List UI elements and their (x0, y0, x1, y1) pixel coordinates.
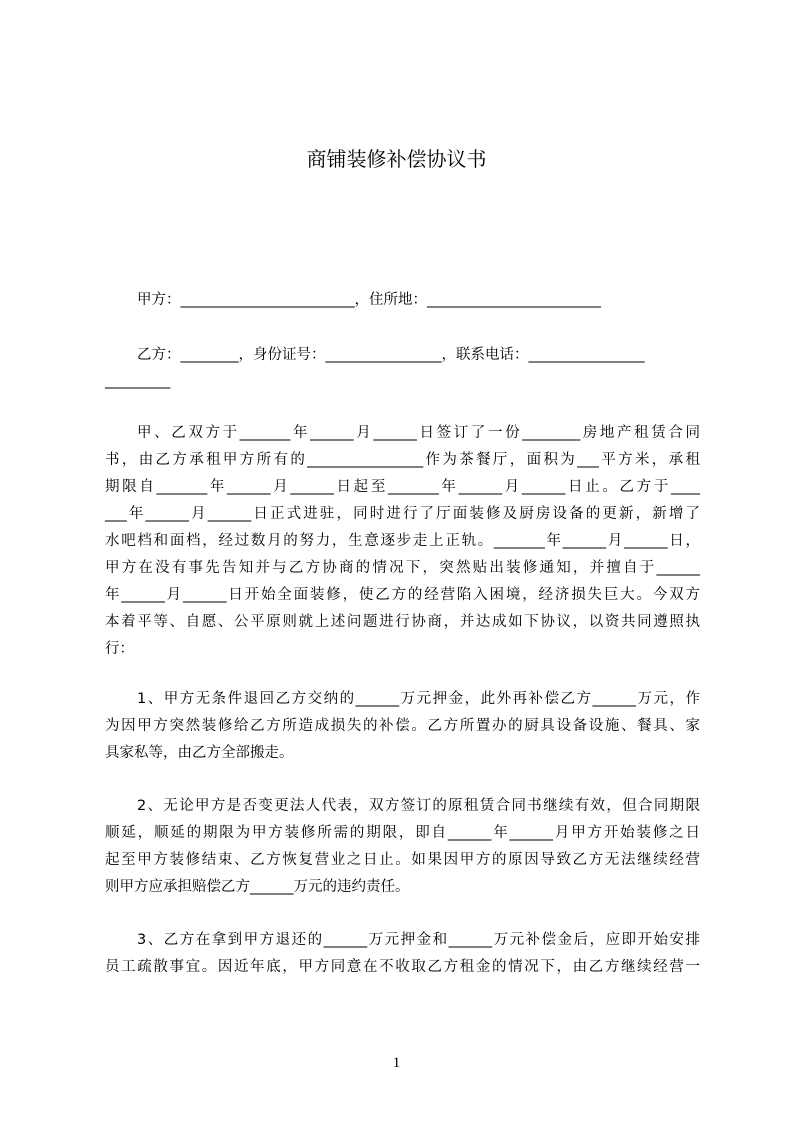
text-line: 甲、乙双方于_______年______月______日签订了一份________房地产租赁合同 (137, 425, 700, 441)
text-line: 2、无论甲方是否变更法人代表，双方签订的原租赁合同书继续有效，但合同期限 (137, 798, 700, 814)
document-title: 商铺装修补偿协议书 (306, 147, 487, 171)
text-line: 本着平等、自愿、公平原则就上述问题进行协商，并达成如下协议，以资共同遵照执 (105, 614, 700, 630)
text-line: ___年______月______日正式进驻，同时进行了厅面装修及厨房设备的更新，新增了 (105, 506, 700, 522)
text-line: 书，由乙方承租甲方所有的________________作为茶餐厅，面积为___平方米，承租 (105, 452, 700, 468)
page-number: 1 (392, 1055, 401, 1071)
text-line: 具家私等，由乙方全部搬走。 (105, 745, 294, 761)
party-a-line: 甲方：________________________，住所地：________________________ (137, 292, 601, 308)
text-line: 水吧档和面档，经过数月的努力，生意逐步走上正轨。_______年______月______日， (105, 533, 700, 549)
party-b-line: 乙方：________，身份证号：________________，联系电话：________________ (137, 347, 645, 363)
text-line: 1、甲方无条件退回乙方交纳的______万元押金，此外再补偿乙方______万元，作 (137, 691, 700, 707)
text-line: 员工疏散事宜。因近年底，甲方同意在不收取乙方租金的情况下，由乙方继续经营一 (105, 959, 700, 975)
text-line: 3、乙方在拿到甲方退还的______万元押金和______万元补偿金后，应即开始安排 (137, 932, 700, 948)
text-line: 期限自_______年______月______日起至_______年______月______日止。乙方于____ (105, 479, 700, 495)
text-line: 起至甲方装修结束、乙方恢复营业之日止。如果因甲方的原因导致乙方无法继续经营 (105, 852, 700, 868)
text-line: 顺延，顺延的期限为甲方装修所需的期限，即自______年______月甲方开始装修之日 (105, 825, 700, 841)
text-line: 则甲方应承担赔偿乙方______万元的违约责任。 (105, 879, 410, 895)
party-b-line-cont: _________ (105, 373, 171, 389)
text-line: 为因甲方突然装修给乙方所造成损失的补偿。乙方所置办的厨具设备设施、餐具、家 (105, 718, 700, 734)
text-line: 年______月______日开始全面装修，使乙方的经营陷入困境，经济损失巨大。今双方 (105, 587, 700, 603)
text-line: 行： (105, 641, 134, 657)
text-line: 甲方在没有事先告知并与乙方协商的情况下，突然贴出装修通知，并擅自于______ (105, 560, 700, 576)
